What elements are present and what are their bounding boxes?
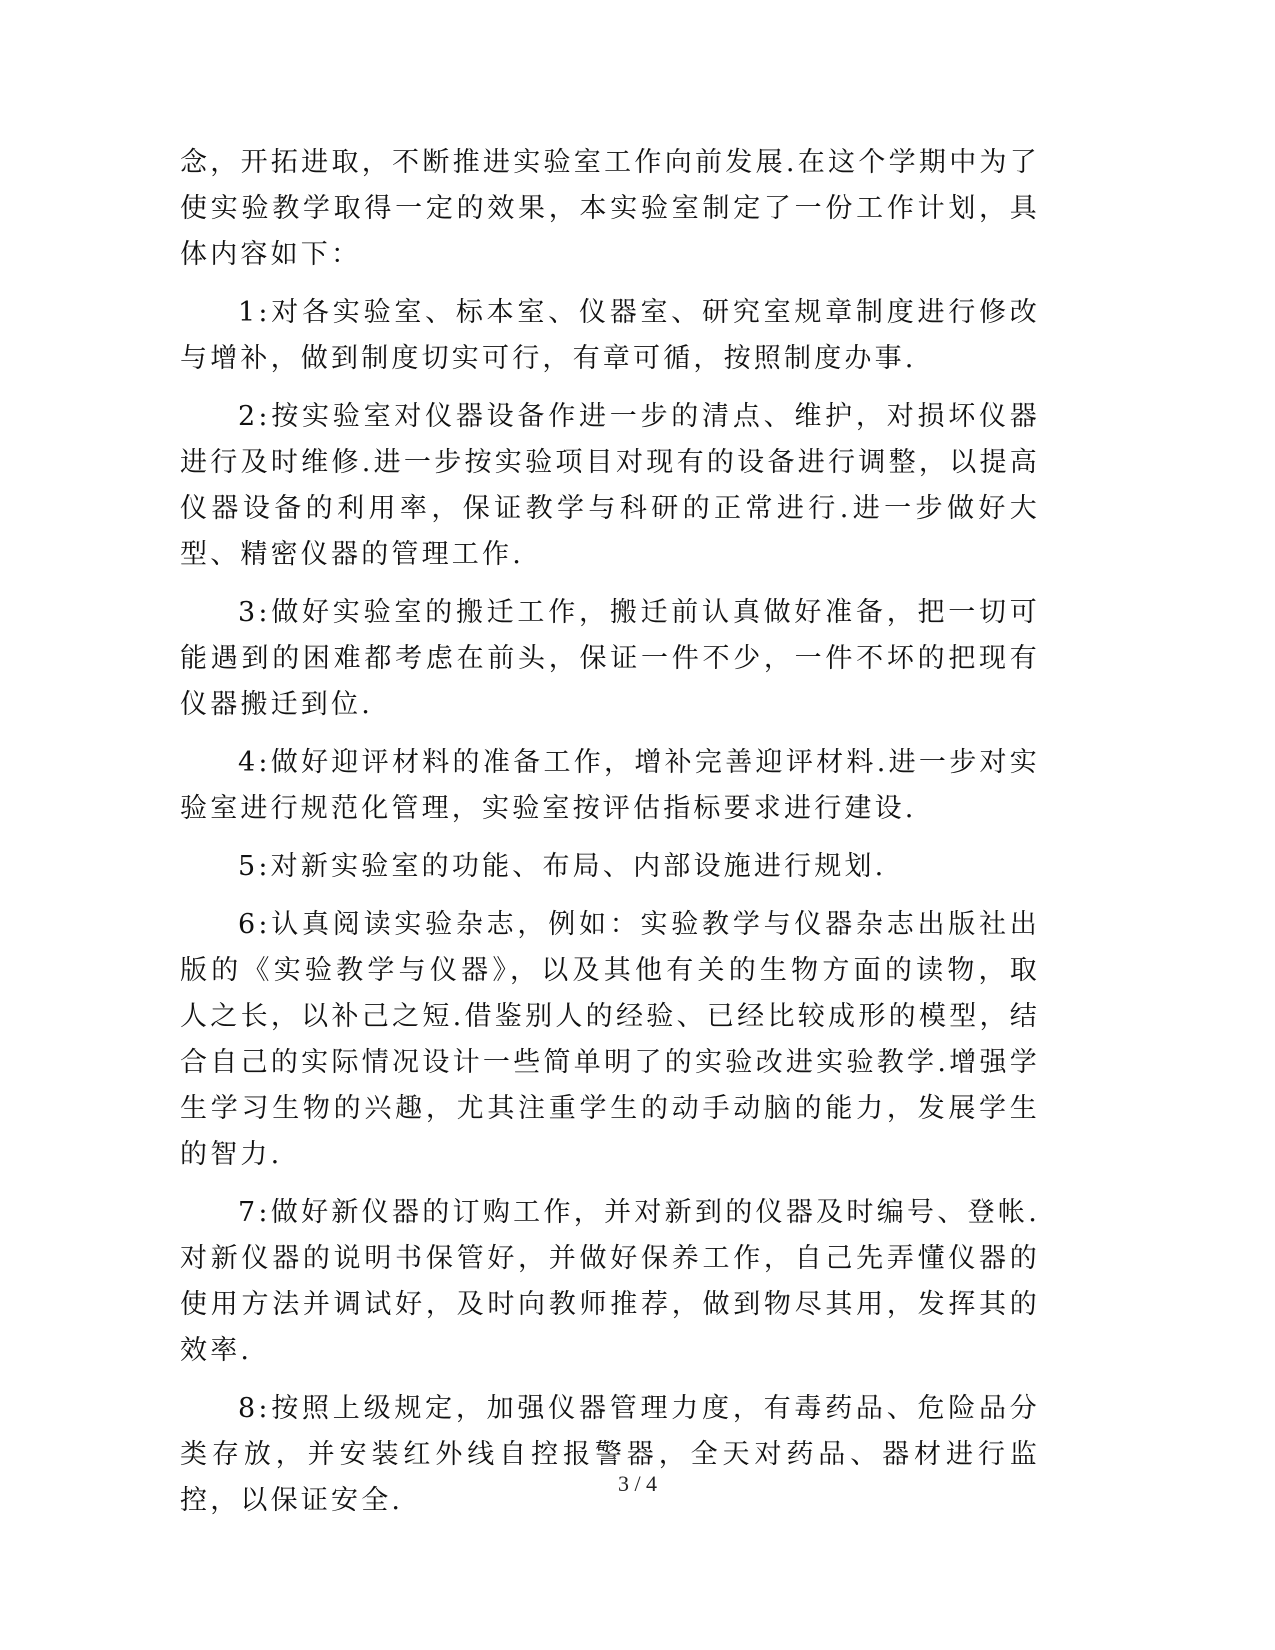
- paragraph-item-2: 2:按实验室对仪器设备作进一步的清点、维护，对损坏仪器进行及时维修.进一步按实验项目对现有的设备进行调整，以提高仪器设备的利用率，保证教学与科研的正常进行.进一步做好大型、精密仪器的管理工作.: [180, 401, 1040, 570]
- paragraph-intro-continued: 念，开拓进取，不断推进实验室工作向前发展.在这个学期中为了使实验教学取得一定的效果，本实验室制定了一份工作计划，具体内容如下：: [180, 147, 1040, 270]
- paragraph-item-6: 6:认真阅读实验杂志，例如：实验教学与仪器杂志出版社出版的《实验教学与仪器》，以及其他有关的生物方面的读物，取人之长，以补己之短.借鉴别人的经验、已经比较成形的模型，结合自己的实际情况设计一些简单明了的实验改进实验教学.增强学生学习生物的兴趣，尤其注重学生的动手动脑的能力，发展学生的智力.: [180, 909, 1040, 1170]
- paragraph-item-1: 1:对各实验室、标本室、仪器室、研究室规章制度进行修改与增补，做到制度切实可行，有章可循，按照制度办事.: [180, 297, 1040, 374]
- paragraph-item-3: 3:做好实验室的搬迁工作，搬迁前认真做好准备，把一切可能遇到的困难都考虑在前头，保证一件不少，一件不坏的把现有仪器搬迁到位.: [180, 597, 1040, 720]
- paragraph-item-4: 4:做好迎评材料的准备工作，增补完善迎评材料.进一步对实验室进行规范化管理，实验室按评估指标要求进行建设.: [180, 747, 1040, 824]
- page-number: 3 / 4: [617, 1471, 658, 1496]
- paragraph-item-8: 8:按照上级规定，加强仪器管理力度，有毒药品、危险品分类存放，并安装红外线自控报警器，全天对药品、器材进行监控，以保证安全.: [180, 1393, 1040, 1516]
- paragraph-item-7: 7:做好新仪器的订购工作，并对新到的仪器及时编号、登帐.对新仪器的说明书保管好，并做好保养工作，自己先弄懂仪器的使用方法并调试好，及时向教师推荐，做到物尽其用，发挥其的效率.: [180, 1197, 1040, 1366]
- paragraph-item-5: 5:对新实验室的功能、布局、内部设施进行规划.: [238, 851, 887, 882]
- document-body: [180, 140, 1040, 1536]
